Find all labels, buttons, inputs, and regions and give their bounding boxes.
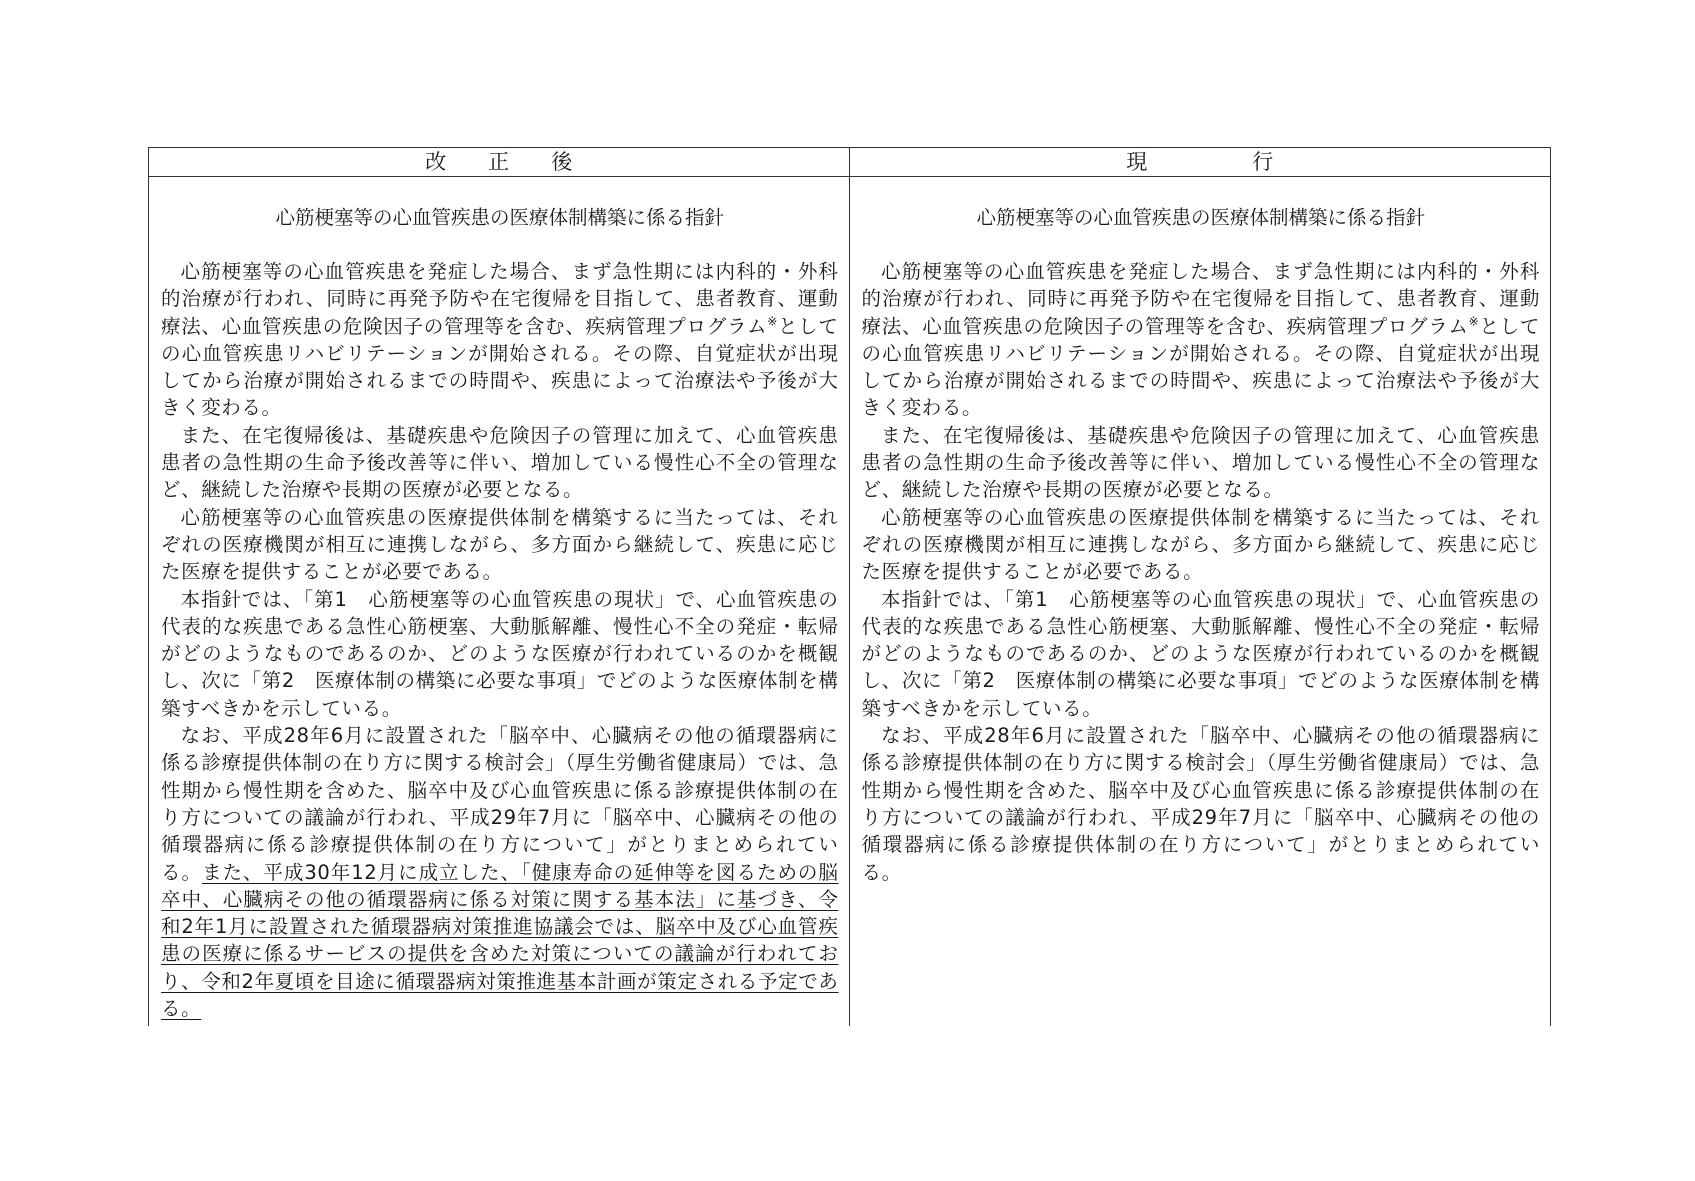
current-column-header: 現 行 [850, 148, 1551, 177]
revised-doc-title: 心筋梗塞等の心血管疾患の医療体制構築に係る指針 [275, 206, 724, 229]
revised-p1-text-a: 心筋梗塞等の心血管疾患を発症した場合、まず急性期には内科的・外科的治療が行われ、同時に再発予防や在宅復帰を目指して、患者教育、運動療法、心血管疾患の危険因子の管理等を含む、疾病管理プログラム [161, 260, 839, 338]
revised-paragraph-1 [161, 258, 839, 422]
current-paragraph-3: 心筋梗塞等の心血管疾患の医療提供体制を構築するに当たっては、それぞれの医療機関が相互に連携しながら、多方面から継続して、疾患に応じた医療を提供することが必要である。 [861, 505, 1540, 584]
comparison-table [148, 147, 1551, 1026]
current-column [850, 148, 1551, 1026]
current-column-body [850, 177, 1551, 886]
current-doc-title: 心筋梗塞等の心血管疾患の医療体制構築に係る指針 [976, 206, 1425, 229]
revised-note-mark: ※ [767, 314, 778, 329]
revised-paragraph-3: 心筋梗塞等の心血管疾患の医療提供体制を構築するに当たっては、それぞれの医療機関が相互に連携しながら、多方面から継続して、疾患に応じた医療を提供することが必要である。 [161, 505, 839, 584]
revised-paragraph-4: 本指針では、「第1 心筋梗塞等の心血管疾患の現状」で、心血管疾患の代表的な疾患である急性心筋梗塞、大動脈解離、慢性心不全の発症・転帰がどのようなものであるのか、どのような医療が行われているのかを概観し、次に「第2 医療体制の構築に必要な事項」でどのような医療体制を構築すべきかを示している。 [161, 587, 839, 720]
current-p1-text-a: 心筋梗塞等の心血管疾患を発症した場合、まず急性期には内科的・外科的治療が行われ、同時に再発予防や在宅復帰を目指して、患者教育、運動療法、心血管疾患の危険因子の管理等を含む、疾病管理プログラム [861, 260, 1540, 338]
current-p1-text-b: としての心血管疾患リハビリテーションが開始される。その際、自覚症状が出現してから治療が開始されるまでの時間や、疾患によって治療法や予後が大きく変わる。 [861, 314, 1541, 420]
current-paragraph-4: 本指針では、「第1 心筋梗塞等の心血管疾患の現状」で、心血管疾患の代表的な疾患である急性心筋梗塞、大動脈解離、慢性心不全の発症・転帰がどのようなものであるのか、どのような医療が行われているのかを概観し、次に「第2 医療体制の構築に必要な事項」でどのような医療体制を構築すべきかを示している。 [861, 587, 1540, 720]
revised-column-body [149, 177, 849, 1022]
current-paragraph-5: なお、平成28年6月に設置された「脳卒中、心臓病その他の循環器病に係る診療提供体制の在り方に関する検討会」（厚生労働省健康局）では、急性期から慢性期を含めた、脳卒中及び心血管疾患に係る診療提供体制の在り方についての議論が行われ、平成29年7月に「脳卒中、心臓病その他の循環器病に係る診療提供体制の在り方について」がとりまとめられている。 [861, 724, 1540, 884]
revised-paragraph-2: また、在宅復帰後は、基礎疾患や危険因子の管理に加えて、心血管疾患患者の急性期の生命予後改善等に伴い、増加している慢性心不全の管理など、継続した治療や長期の医療が必要となる。 [161, 423, 839, 502]
current-paragraph-2: また、在宅復帰後は、基礎疾患や危険因子の管理に加えて、心血管疾患患者の急性期の生命予後改善等に伴い、増加している慢性心不全の管理など、継続した治療や長期の医療が必要となる。 [861, 423, 1540, 502]
current-note-mark: ※ [1468, 314, 1480, 329]
revised-paragraph-5 [161, 722, 839, 1022]
revised-column-header: 改 正 後 [149, 148, 849, 177]
current-paragraph-1 [862, 258, 1541, 422]
revised-column [149, 148, 850, 1026]
revised-p5-added-text: また、平成30年12月に成立した、「健康寿命の延伸等を図るための脳卒中、心臓病その他の循環器病に係る対策に関する基本法」に基づき、令和2年1月に設置された循環器病対策推進協議会では、脳卒中及び心血管疾患の医療に係るサービスの提供を含めた対策についての議論が行われており、令和2年夏頃を目途に循環器病対策推進基本計画が策定される予定である。 [161, 860, 839, 1021]
revised-p1-text-b: としての心血管疾患リハビリテーションが開始される。その際、自覚症状が出現してから治療が開始されるまでの時間や、疾患によって治療法や予後が大きく変わる。 [161, 314, 839, 420]
revised-p5-text: なお、平成28年6月に設置された「脳卒中、心臓病その他の循環器病に係る診療提供体制の在り方に関する検討会」（厚生労働省健康局）では、急性期から慢性期を含めた、脳卒中及び心血管疾患に係る診療提供体制の在り方についての議論が行われ、平成29年7月に「脳卒中、心臓病その他の循環器病に係る診療提供体制の在り方について」がとりまとめられている。 [161, 724, 839, 884]
